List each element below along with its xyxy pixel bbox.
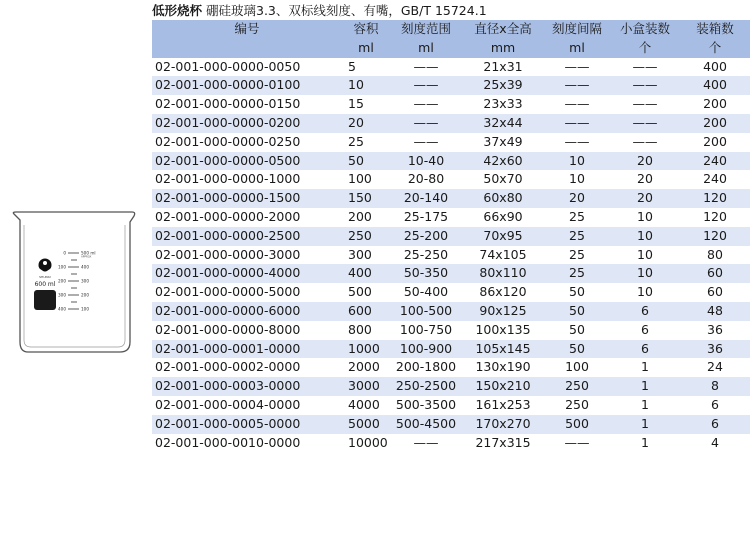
table-row — [152, 302, 750, 321]
table-row — [152, 321, 750, 340]
cell-part-number: 02-001-000-0000-5000 — [155, 284, 301, 300]
cell-graduation-interval: 250 — [544, 377, 610, 396]
cell-part-number: 02-001-000-0005-0000 — [152, 415, 342, 434]
cell-box-quantity: 6 — [610, 340, 680, 359]
cell-box-quantity: 10 — [637, 208, 653, 224]
table-row — [152, 114, 750, 133]
cell-box-quantity: 20 — [610, 152, 680, 171]
cell-dimensions: 105x145 — [462, 340, 544, 359]
cell-capacity: 100 — [348, 171, 372, 187]
cell-case-quantity: 48 — [680, 302, 750, 321]
cell-part-number: 02-001-000-0000-1000 — [155, 171, 301, 187]
table-row — [152, 133, 750, 152]
table-row — [152, 170, 750, 189]
cell-dimensions: 42x60 — [462, 152, 544, 171]
cell-part-number: 02-001-000-0000-0150 — [155, 96, 301, 112]
cell-graduation-interval: 25 — [544, 264, 610, 283]
cell-part-number: 02-001-000-0002-0000 — [155, 359, 301, 375]
cell-case-quantity: 120 — [703, 208, 727, 224]
table-header-row — [152, 39, 750, 58]
cell-graduation-range: —— — [413, 133, 439, 149]
scale-note: APPROX — [81, 255, 92, 259]
header-case-quantity: 装箱数 — [680, 20, 750, 39]
beaker-volume-label: 600 ml — [34, 281, 56, 288]
cell-graduation-range: —— — [413, 96, 439, 112]
scale-right-1: 400 — [81, 264, 89, 270]
cell-dimensions: 25x39 — [462, 76, 544, 95]
cell-capacity: 400 — [342, 264, 390, 283]
table-row — [152, 415, 750, 434]
cell-part-number: 02-001-000-0000-2000 — [155, 208, 301, 224]
cell-part-number: 02-001-000-0001-0000 — [152, 340, 342, 359]
header-capacity: ml — [342, 39, 390, 58]
cell-part-number: 02-001-000-0004-0000 — [155, 396, 301, 412]
cell-capacity: 5000 — [342, 415, 390, 434]
table-row — [152, 434, 750, 453]
cell-graduation-interval: 50 — [544, 340, 610, 359]
cell-part-number: 02-001-000-0000-1500 — [152, 189, 342, 208]
table-row — [152, 340, 750, 359]
cell-graduation-interval: 100 — [565, 359, 589, 375]
cell-part-number: 02-001-000-0000-6000 — [152, 302, 342, 321]
cell-graduation-range: 25-175 — [403, 208, 449, 224]
cell-case-quantity: 6 — [711, 396, 719, 412]
header-graduation-range: 刻度范围 — [390, 20, 462, 39]
table-row — [152, 95, 750, 114]
cell-dimensions: 170x270 — [462, 415, 544, 434]
cell-case-quantity: 36 — [707, 321, 723, 337]
cell-box-quantity: —— — [632, 58, 658, 74]
cell-graduation-range: 50-400 — [403, 284, 449, 300]
cell-graduation-range: 50-350 — [390, 264, 462, 283]
cell-dimensions: 66x90 — [483, 208, 523, 224]
cell-case-quantity: 400 — [703, 58, 727, 74]
cell-box-quantity: 1 — [641, 396, 649, 412]
spec-table-body — [152, 20, 750, 452]
header-case-quantity: 个 — [680, 39, 750, 58]
cell-graduation-interval: 10 — [544, 152, 610, 171]
cell-box-quantity: 6 — [641, 321, 649, 337]
cell-case-quantity: 240 — [680, 152, 750, 171]
header-part-number: 编号 — [152, 20, 342, 39]
cell-part-number: 02-001-000-0000-0250 — [155, 133, 301, 149]
cell-capacity: 10 — [342, 76, 390, 95]
cell-case-quantity: 36 — [680, 340, 750, 359]
cell-graduation-interval: 10 — [569, 171, 585, 187]
cell-capacity: 200 — [348, 208, 372, 224]
cell-graduation-range: —— — [390, 114, 462, 133]
cell-graduation-range: 500-3500 — [395, 396, 457, 412]
cell-box-quantity: 10 — [610, 264, 680, 283]
cell-dimensions: 86x120 — [479, 284, 527, 300]
cell-graduation-range: 25-250 — [403, 246, 449, 262]
cell-case-quantity: 200 — [680, 114, 750, 133]
cell-dimensions: 60x80 — [462, 189, 544, 208]
cell-part-number: 02-001-000-0000-2500 — [152, 227, 342, 246]
cell-part-number: 02-001-000-0000-0200 — [152, 114, 342, 133]
title-bold: 低形烧杯 — [152, 3, 203, 18]
spec-table — [152, 20, 750, 452]
cell-graduation-interval: 25 — [544, 227, 610, 246]
cell-box-quantity: —— — [632, 96, 658, 112]
cell-graduation-interval: —— — [564, 434, 590, 450]
cell-capacity: 800 — [348, 321, 372, 337]
cell-capacity: 25 — [348, 133, 364, 149]
cell-capacity: 1000 — [342, 340, 390, 359]
scale-right-0: 500 ml — [81, 250, 96, 256]
cell-dimensions: 74x105 — [479, 246, 527, 262]
cell-graduation-interval: 500 — [544, 415, 610, 434]
cell-part-number: 02-001-000-0000-8000 — [155, 321, 301, 337]
cell-box-quantity: 1 — [641, 434, 649, 450]
cell-box-quantity: 1 — [641, 359, 649, 375]
cell-dimensions: 50x70 — [483, 171, 523, 187]
header-graduation-interval: ml — [544, 39, 610, 58]
cell-capacity: 50 — [342, 152, 390, 171]
cell-capacity: 20 — [342, 114, 390, 133]
cell-box-quantity: 10 — [637, 284, 653, 300]
cell-dimensions: 32x44 — [462, 114, 544, 133]
cell-case-quantity: 120 — [680, 227, 750, 246]
header-graduation-interval: 刻度间隔 — [544, 20, 610, 39]
cell-case-quantity: 60 — [707, 284, 723, 300]
cell-graduation-range: 100-500 — [390, 302, 462, 321]
cell-graduation-interval: 25 — [569, 208, 585, 224]
cell-box-quantity: 1 — [610, 415, 680, 434]
cell-graduation-interval: 50 — [569, 321, 585, 337]
header-capacity: 容积 — [342, 20, 390, 39]
cell-box-quantity: —— — [610, 76, 680, 95]
cell-case-quantity: 120 — [680, 189, 750, 208]
cell-dimensions: 70x95 — [462, 227, 544, 246]
cell-case-quantity: 400 — [680, 76, 750, 95]
cell-dimensions: 37x49 — [483, 133, 523, 149]
cell-graduation-interval: 250 — [565, 396, 589, 412]
cell-dimensions: 161x253 — [475, 396, 531, 412]
header-part-number — [152, 39, 342, 58]
cell-dimensions: 21x31 — [483, 58, 523, 74]
cell-graduation-range: 20-80 — [407, 171, 445, 187]
cell-capacity: 150 — [342, 189, 390, 208]
header-dimensions: 直径x全高 — [462, 20, 544, 39]
cell-case-quantity: 60 — [680, 264, 750, 283]
cell-box-quantity: —— — [610, 114, 680, 133]
scale-left-4: 400 — [58, 306, 66, 312]
cell-capacity: 300 — [348, 246, 372, 262]
table-row — [152, 264, 750, 283]
product-title — [152, 2, 487, 20]
cell-graduation-range: —— — [390, 76, 462, 95]
cell-case-quantity: 240 — [703, 171, 727, 187]
cell-dimensions: 150x210 — [462, 377, 544, 396]
cell-dimensions: 130x190 — [475, 359, 531, 375]
table-row — [152, 283, 750, 302]
scale-left-3: 300 — [58, 292, 66, 298]
cell-capacity: 2000 — [348, 359, 380, 375]
cell-part-number: 02-001-000-0000-0050 — [155, 58, 301, 74]
cell-part-number: 02-001-000-0003-0000 — [152, 377, 342, 396]
cell-graduation-interval: 50 — [544, 302, 610, 321]
cell-capacity: 600 — [342, 302, 390, 321]
beaker-outline — [13, 212, 134, 352]
header-dimensions: mm — [462, 39, 544, 58]
cell-capacity: 4000 — [348, 396, 380, 412]
beaker-brand: SHUNIU — [39, 275, 51, 279]
cell-graduation-range: —— — [413, 434, 439, 450]
scale-right-2: 300 — [81, 278, 89, 284]
cell-graduation-interval: —— — [544, 114, 610, 133]
table-row — [152, 208, 750, 227]
cell-box-quantity: 20 — [610, 189, 680, 208]
cell-dimensions: 23x33 — [483, 96, 523, 112]
cell-dimensions: 80x110 — [462, 264, 544, 283]
cell-dimensions: 100x135 — [475, 321, 531, 337]
cell-part-number: 02-001-000-0000-3000 — [155, 246, 301, 262]
cell-part-number: 02-001-000-0000-0500 — [152, 152, 342, 171]
cell-graduation-range: 100-750 — [399, 321, 453, 337]
cell-box-quantity: 20 — [637, 171, 653, 187]
cell-part-number: 02-001-000-0000-4000 — [152, 264, 342, 283]
table-row — [152, 76, 750, 95]
cell-capacity: 500 — [348, 284, 372, 300]
cell-case-quantity: 8 — [680, 377, 750, 396]
cell-graduation-interval: 25 — [569, 246, 585, 262]
cell-part-number: 02-001-000-0010-0000 — [155, 434, 301, 450]
cell-capacity: 15 — [348, 96, 364, 112]
table-row — [152, 152, 750, 171]
cell-graduation-range: 200-1800 — [395, 359, 457, 375]
cell-box-quantity: —— — [632, 133, 658, 149]
scale-right-3: 200 — [81, 292, 89, 298]
cell-graduation-range: 250-2500 — [390, 377, 462, 396]
table-row — [152, 377, 750, 396]
header-box-quantity: 个 — [610, 39, 680, 58]
cell-box-quantity: 10 — [637, 246, 653, 262]
header-box-quantity: 小盒装数 — [610, 20, 680, 39]
cell-case-quantity: 6 — [680, 415, 750, 434]
cell-box-quantity: 1 — [610, 377, 680, 396]
title-rest: 硼硅玻璃3.3、双标线刻度、有嘴，GB/T 15724.1 — [202, 3, 487, 18]
cell-graduation-range: 25-200 — [390, 227, 462, 246]
cell-case-quantity: 24 — [707, 359, 723, 375]
table-row — [152, 396, 750, 415]
scale-left-1: 100 — [58, 264, 66, 270]
cell-graduation-interval: —— — [544, 76, 610, 95]
table-header-row — [152, 20, 750, 39]
scale-left-2: 200 — [58, 278, 66, 284]
table-row — [152, 358, 750, 377]
cell-graduation-range: 20-140 — [390, 189, 462, 208]
cell-capacity: 10000 — [348, 434, 388, 450]
scale-left-0: 0 — [63, 250, 66, 256]
cell-dimensions: 217x315 — [475, 434, 531, 450]
cell-graduation-range: 500-4500 — [390, 415, 462, 434]
cell-box-quantity: 10 — [610, 227, 680, 246]
cell-capacity: 250 — [342, 227, 390, 246]
header-graduation-range: ml — [390, 39, 462, 58]
cell-graduation-interval: —— — [564, 133, 590, 149]
cell-dimensions: 90x125 — [462, 302, 544, 321]
beaker-illustration — [0, 205, 138, 357]
cell-graduation-range: 100-900 — [390, 340, 462, 359]
cell-case-quantity: 200 — [703, 133, 727, 149]
cell-graduation-range: 10-40 — [390, 152, 462, 171]
cell-graduation-interval: 50 — [569, 284, 585, 300]
table-row — [152, 58, 750, 77]
cell-part-number: 02-001-000-0000-0100 — [152, 76, 342, 95]
cell-graduation-range: —— — [413, 58, 439, 74]
beaker-marking-patch — [34, 290, 56, 310]
table-row — [152, 227, 750, 246]
cell-graduation-interval: 20 — [544, 189, 610, 208]
table-row — [152, 189, 750, 208]
table-row — [152, 246, 750, 265]
scale-right-4: 100 — [81, 306, 89, 312]
cell-graduation-interval: —— — [564, 58, 590, 74]
cell-case-quantity: 80 — [707, 246, 723, 262]
cell-box-quantity: 6 — [610, 302, 680, 321]
cell-capacity: 5 — [348, 58, 356, 74]
cell-graduation-interval: —— — [564, 96, 590, 112]
cell-case-quantity: 4 — [711, 434, 719, 450]
cell-case-quantity: 200 — [703, 96, 727, 112]
cell-capacity: 3000 — [342, 377, 390, 396]
